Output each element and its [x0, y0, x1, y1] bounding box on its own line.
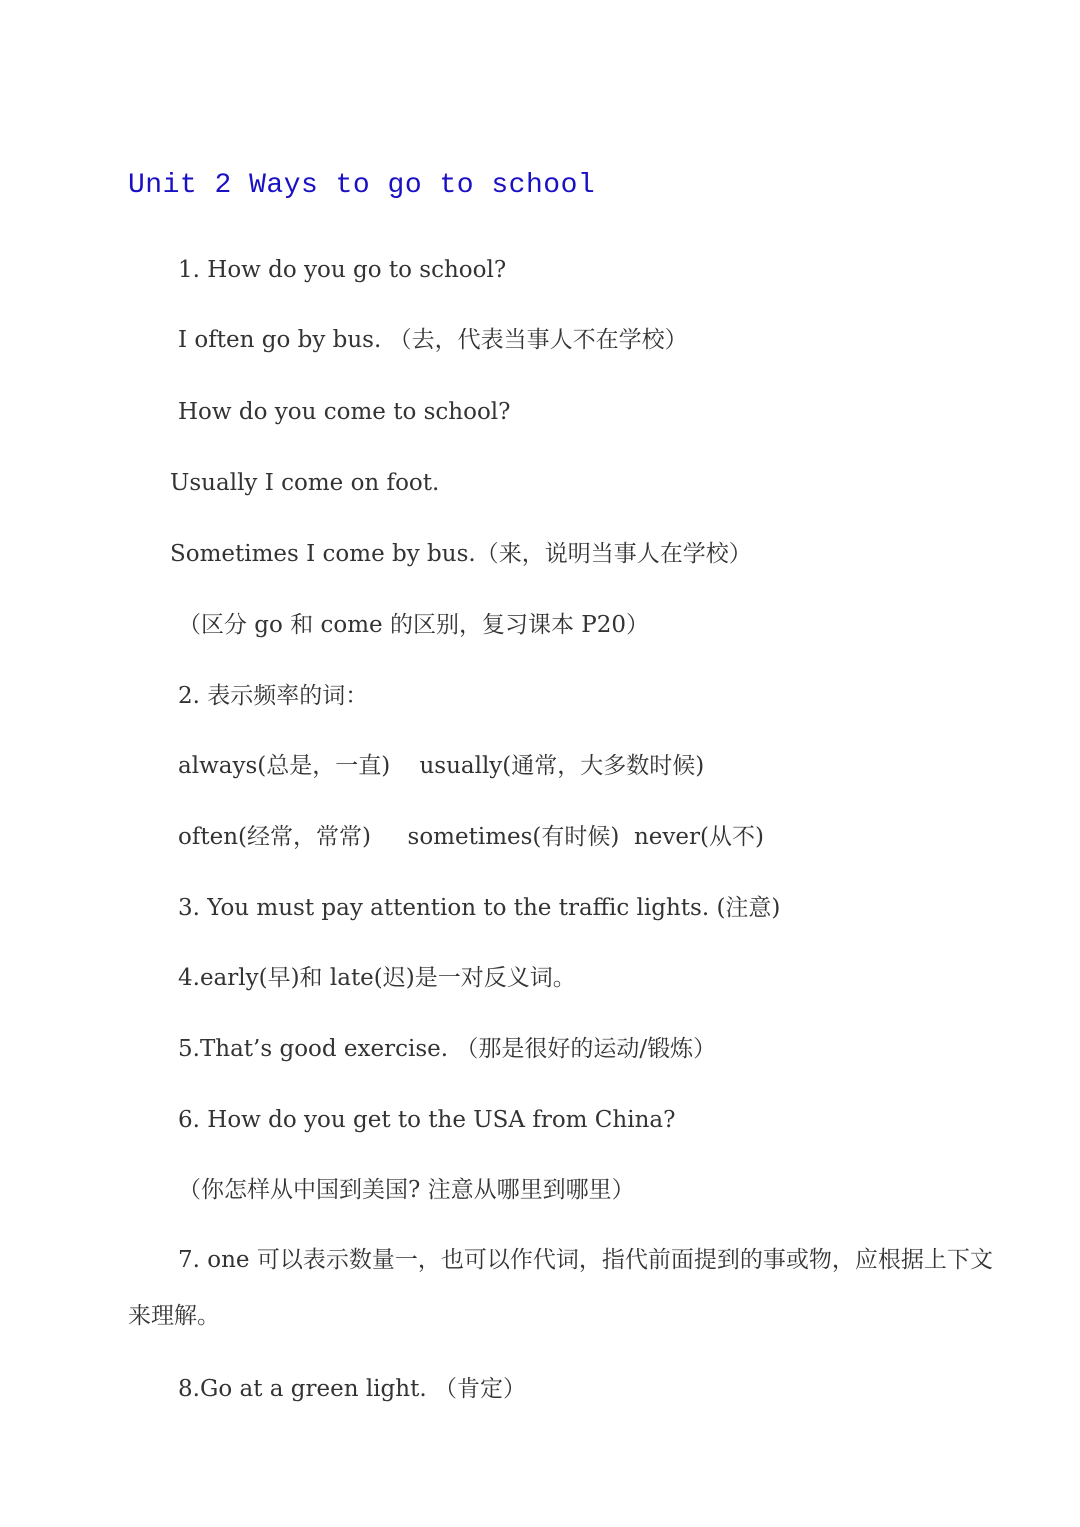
line-usually-on-foot: Usually I come on foot.	[170, 470, 440, 496]
line-6-translation: （你怎样从中国到美国? 注意从哪里到哪里）	[178, 1177, 635, 1203]
paragraph-7-one-usage: 7. one 可以表示数量一，也可以作代词，指代前面提到的事或物，应根据上下文来理解。	[128, 1247, 993, 1329]
line-5-good-exercise: 5.That’s good exercise. （那是很好的运动/锻炼）	[178, 1036, 717, 1062]
line-always-usually: always(总是，一直) usually(通常，大多数时候)	[178, 753, 705, 779]
line-2-frequency-heading: 2. 表示频率的词：	[178, 683, 369, 709]
line-1-question-go: 1. How do you go to school?	[178, 257, 507, 283]
line-6-get-to-usa: 6. How do you get to the USA from China?	[178, 1107, 676, 1133]
line-sometimes-by-bus: Sometimes I come by bus.（来，说明当事人在学校）	[170, 541, 752, 567]
line-often-sometimes-never: often(经常，常常) sometimes(有时候) never(从不)	[178, 824, 764, 850]
line-3-traffic-lights: 3. You must pay attention to the traffic lights. (注意)	[178, 895, 781, 921]
line-answer-go-by-bus: I often go by bus. （去，代表当事人不在学校）	[178, 327, 688, 353]
line-8-green-light: 8.Go at a green light. （肯定）	[178, 1376, 526, 1402]
line-question-come: How do you come to school?	[178, 399, 511, 425]
line-go-come-note: （区分 go 和 come 的区别，复习课本 P20）	[178, 612, 650, 638]
line-4-early-late: 4.early(早)和 late(迟)是一对反义词。	[178, 965, 576, 991]
unit-title: Unit 2 Ways to go to school	[128, 170, 596, 201]
